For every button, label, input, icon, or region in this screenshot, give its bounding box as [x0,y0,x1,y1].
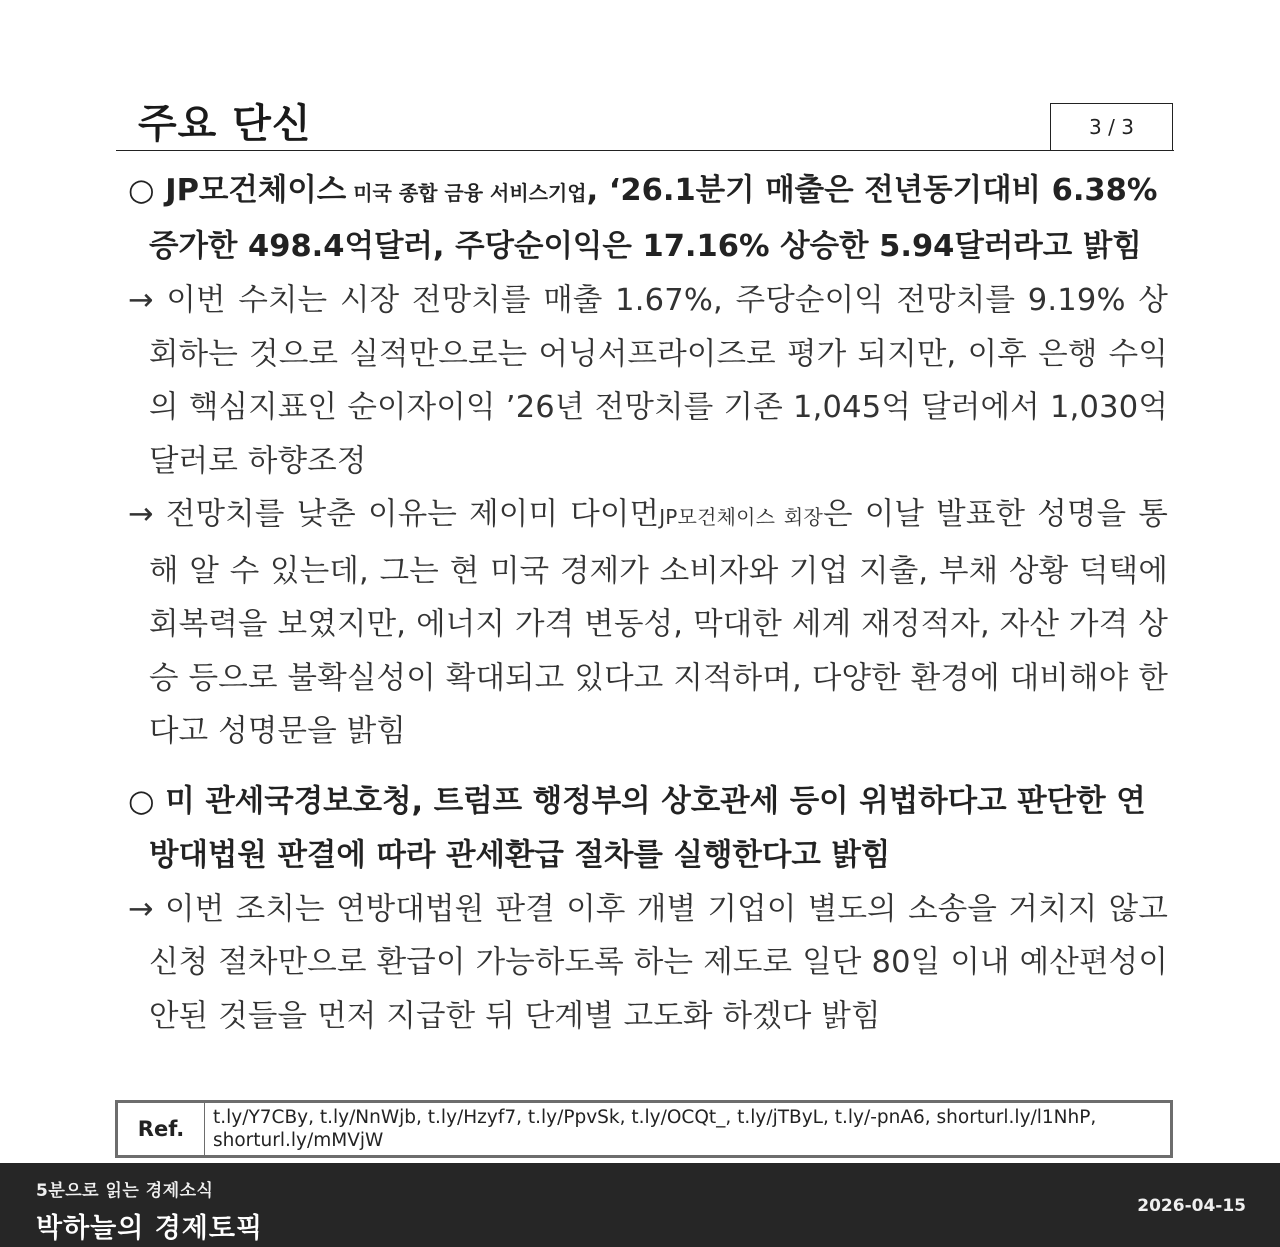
page-indicator: 3 / 3 [1050,103,1173,151]
reference-links: t.ly/Y7CBy, t.ly/NnWjb, t.ly/Hzyf7, t.ly/PpvSk, t.ly/OCQt_, t.ly/jTByL, t.ly/-pnA6, shorturl.ly/l1NhP, shorturl.ly/mMVjW [213,1107,1097,1151]
news-detail: → 이번 조치는 연방대법원 판결 이후 개별 기업이 별도의 소송을 거치지 않고 신청 절차만으로 환급이 가능하도록 하는 제도로 일단 80일 이내 예산편성이 안된 것들을 먼저 지급한 뒤 단계별 고도화 하겠다 밝힘 [128,891,1168,1034]
news-item-jpmorgan [128,164,1168,759]
detail-text: 은 이날 발표한 성명을 통해 알 수 있는데, 그는 현 미국 경제가 소비자와 기업 지출, 부채 상황 덕택에 회복력을 보였지만, 에너지 가격 변동성, 막대한 세계 재정적자, 자산 가격 상승 등으로 불확실성이 확대되고 있다고 지적하며, 다양한 환경에 대비해야 한다고 성명문을 밝힘 [149,497,1168,749]
footer-subtitle: 5분으로 읽는 경제소식 [36,1181,214,1201]
news-headline: ○ 미 관세국경보호청, 트럼프 행정부의 상호관세 등이 위법하다고 판단한 연방대법원 판결에 따라 관세환급 절차를 실행한다고 밝힘 [128,783,1146,873]
detail-text: → 전망치를 낮춘 이유는 제이미 다이먼 [128,497,660,532]
headline-text: , ‘26.1분기 매출은 전년동기대비 6.38% 증가한 498.4억달러, 주당순이익은 17.16% 상승한 5.94달러라고 밝힘 [149,173,1158,264]
page-title: 주요 단신 [138,101,312,147]
footer-date: 2026-04-15 [1137,1196,1246,1216]
header-divider [116,150,1174,151]
news-content [128,164,1168,1043]
reference-box [115,1100,1173,1158]
news-headline [128,164,1168,274]
detail-inline-note: JP모건체이스 회장 [659,505,823,529]
headline-note: 미국 종합 금융 서비스기업 [346,181,587,205]
footer-title: 박하늘의 경제토픽 [36,1213,264,1244]
news-item-cbp [128,775,1168,1044]
news-detail: → 이번 수치는 시장 전망치를 매출 1.67%, 주당순이익 전망치를 9.19% 상회하는 것으로 실적만으로는 어닝서프라이즈로 평가 되지만, 이후 은행 수익의 핵심지표인 순이자이익 ’26년 전망치를 기존 1,045억 달러에서 1,030억달러로 하향조정 [128,283,1168,479]
reference-label: Ref. [118,1103,205,1155]
news-detail [128,488,1168,759]
footer-bar [0,1163,1280,1247]
headline-prefix: ○ JP모건체이스 [128,173,347,208]
